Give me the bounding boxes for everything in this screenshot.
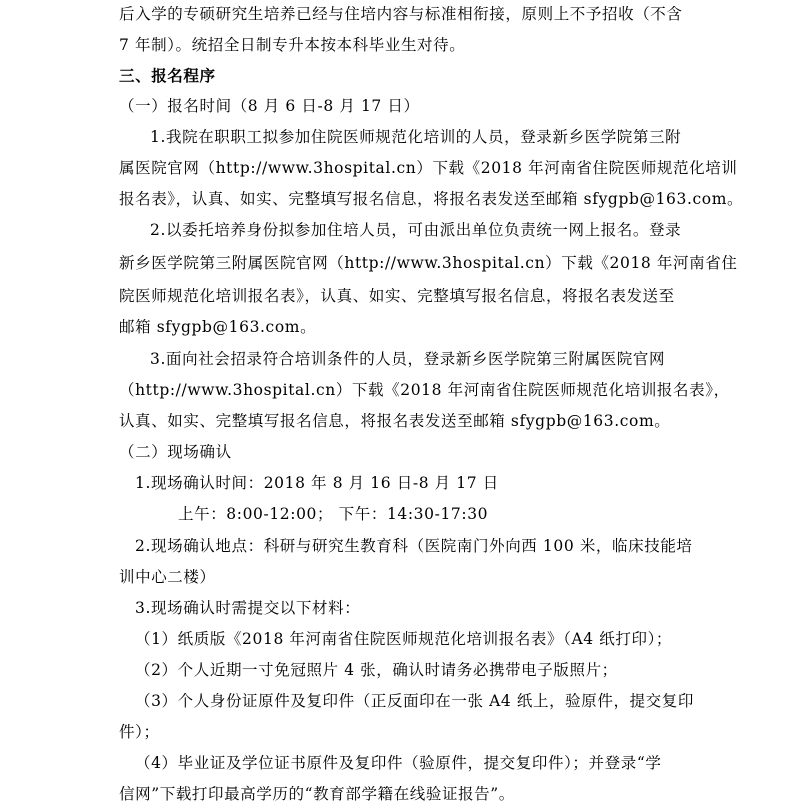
- text-line: 认真、如实、完整填写报名信息，将报名表发送至邮箱 sfygpb@163.com。: [119, 412, 671, 430]
- text-line: （2）个人近期一寸免冠照片 4 张，确认时请务必携带电子版照片；: [135, 661, 618, 679]
- text-line: （3）个人身份证原件及复印件（正反面印在一张 A4 纸上，验原件，提交复印: [135, 692, 694, 710]
- text-line: 院医师规范化培训报名表》，认真、如实、完整填写报名信息，将报名表发送至: [119, 287, 675, 305]
- text-line: 报名表》，认真、如实、完整填写报名信息，将报名表发送至邮箱 sfygpb@163.com。: [119, 190, 744, 208]
- text-line: 2.现场确认地点：科研与研究生教育科（医院南门外向西 100 米，临床技能培: [135, 537, 693, 555]
- text-line: （http://www.3hospital.cn）下载《2018 年河南省住院医师规范化培训报名表》，: [119, 381, 730, 399]
- text-line: （1）纸质版《2018 年河南省住院医师规范化培训报名表》（A4 纸打印）；: [135, 630, 673, 648]
- subsection-heading: （二）现场确认: [119, 443, 232, 461]
- text-line: 1.现场确认时间：2018 年 8 月 16 日-8 月 17 日: [135, 474, 499, 492]
- text-line: 后入学的专硕研究生培养已经与住培内容与标准相衔接，原则上不予招收（不含: [119, 5, 683, 23]
- text-line: 3.现场确认时需提交以下材料：: [135, 599, 361, 617]
- section-heading: 三、报名程序: [119, 66, 216, 85]
- text-line: 新乡医学院第三附属医院官网（http://www.3hospital.cn）下载《2018 年河南省住: [119, 254, 738, 272]
- text-line: 属医院官网（http://www.3hospital.cn）下载《2018 年河南省住院医师规范化培训: [119, 159, 738, 177]
- text-line: 7 年制）。统招全日制专升本按本科毕业生对待。: [119, 36, 466, 54]
- text-line: 件）；: [119, 723, 160, 741]
- text-line: （4）毕业证及学位证书原件及复印件（验原件，提交复印件）；并登录“学: [135, 754, 662, 772]
- text-line: 信网”下载打印最高学历的“教育部学籍在线验证报告”。: [119, 785, 515, 803]
- subsection-heading: （一）报名时间（8 月 6 日-8 月 17 日）: [119, 97, 420, 115]
- text-line: 2.以委托培养身份拟参加住培人员，可由派出单位负责统一网上报名。登录: [150, 221, 682, 239]
- text-line: 3.面向社会招录符合培训条件的人员，登录新乡医学院第三附属医院官网: [150, 350, 666, 368]
- text-line: 训中心二楼）: [119, 568, 216, 586]
- text-line: 上午：8:00-12:00； 下午：14:30-17:30: [178, 505, 489, 523]
- text-line: 邮箱 sfygpb@163.com。: [119, 318, 317, 336]
- text-line: 1.我院在职职工拟参加住院医师规范化培训的人员，登录新乡医学院第三附: [150, 128, 682, 146]
